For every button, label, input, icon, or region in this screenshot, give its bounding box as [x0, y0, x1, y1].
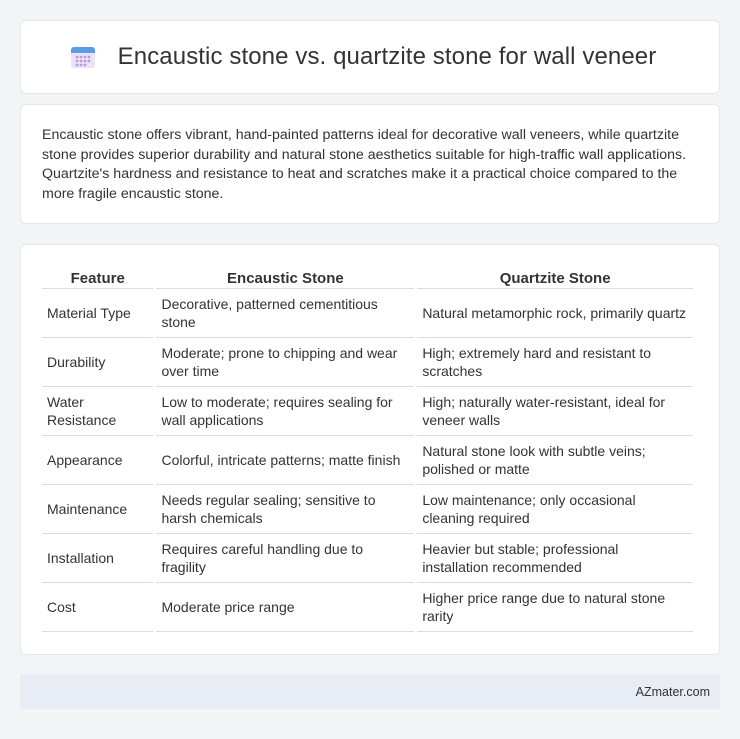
- feature-cell: Installation: [42, 534, 153, 583]
- header-quartzite: Quartzite Stone: [417, 265, 693, 289]
- encaustic-cell: Low to moderate; requires sealing for wall applications: [156, 387, 414, 436]
- title-card: [20, 20, 720, 94]
- comparison-table: [39, 265, 696, 632]
- encaustic-cell: Needs regular sealing; sensitive to harsh chemicals: [156, 485, 414, 534]
- table-row: [42, 436, 693, 485]
- footer-bar: [20, 674, 720, 709]
- encaustic-cell: Requires careful handling due to fragility: [156, 534, 414, 583]
- table-row: [42, 289, 693, 338]
- footer-brand: AZmater.com: [635, 684, 710, 699]
- quartzite-cell: Natural metamorphic rock, primarily quartz: [417, 289, 693, 338]
- feature-cell: Durability: [42, 338, 153, 387]
- title-row: [70, 43, 657, 71]
- table-header-row: [42, 265, 693, 289]
- quartzite-cell: Higher price range due to natural stone rarity: [417, 583, 693, 632]
- feature-cell: Maintenance: [42, 485, 153, 534]
- quartzite-cell: High; extremely hard and resistant to scratches: [417, 338, 693, 387]
- page-title: Encaustic stone vs. quartzite stone for wall veneer: [117, 43, 657, 70]
- quartzite-cell: Low maintenance; only occasional cleaning required: [417, 485, 693, 534]
- quartzite-cell: Natural stone look with subtle veins; polished or matte: [417, 436, 693, 485]
- table-row: [42, 583, 693, 632]
- table-row: [42, 387, 693, 436]
- encaustic-cell: Moderate price range: [156, 583, 414, 632]
- encaustic-cell: Moderate; prone to chipping and wear over time: [156, 338, 414, 387]
- quartzite-cell: High; naturally water-resistant, ideal for veneer walls: [417, 387, 693, 436]
- comparison-card: [20, 244, 720, 655]
- table-row: [42, 338, 693, 387]
- encaustic-cell: Decorative, patterned cementitious stone: [156, 289, 414, 338]
- header-feature: Feature: [42, 265, 153, 289]
- feature-cell: Appearance: [42, 436, 153, 485]
- encaustic-cell: Colorful, intricate patterns; matte finish: [156, 436, 414, 485]
- summary-text: Encaustic stone offers vibrant, hand-painted patterns ideal for decorative wall veneers, while quartzite stone provides superior durability and natural stone aesthetics suitable for high-traffic wall applications. Quartzite's hardness and resistance to heat and scratches make it a practical choice compared to the more fragile encaustic stone.: [42, 127, 687, 202]
- calendar-icon: [70, 45, 96, 69]
- table-row: [42, 534, 693, 583]
- quartzite-cell: Heavier but stable; professional installation recommended: [417, 534, 693, 583]
- summary-card: [20, 104, 720, 224]
- table-row: [42, 485, 693, 534]
- feature-cell: Water Resistance: [42, 387, 153, 436]
- feature-cell: Cost: [42, 583, 153, 632]
- feature-cell: Material Type: [42, 289, 153, 338]
- header-encaustic: Encaustic Stone: [156, 265, 414, 289]
